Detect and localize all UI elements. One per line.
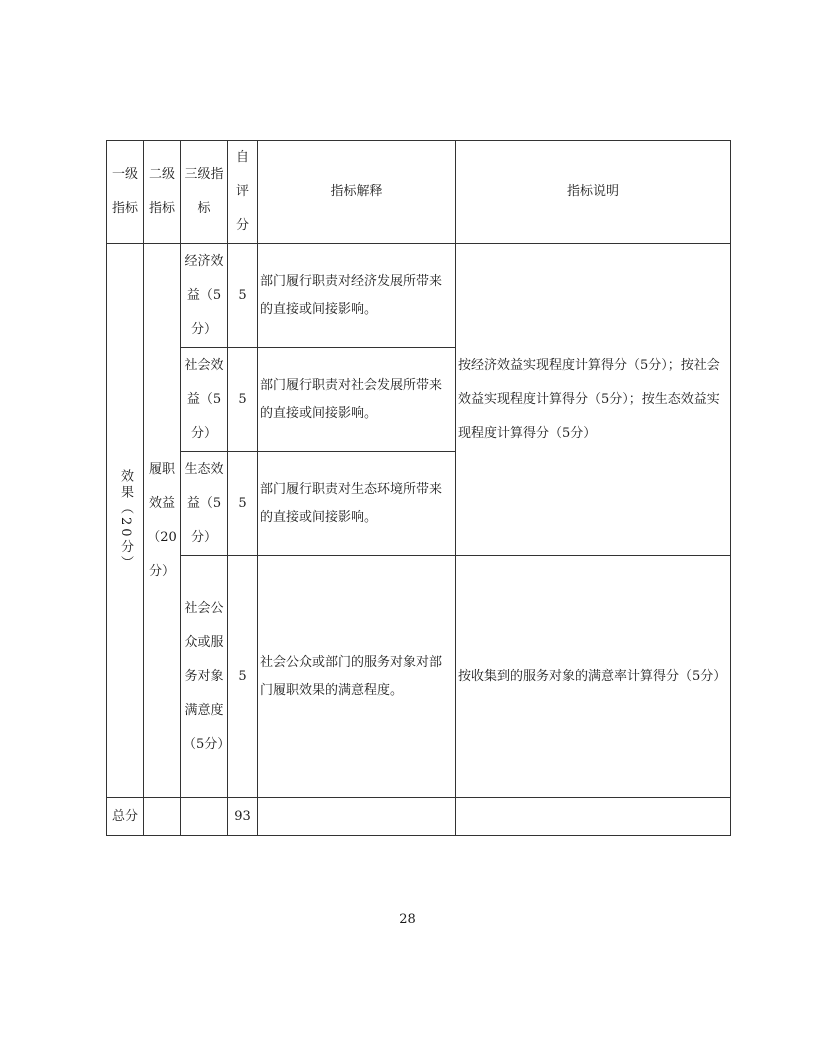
explanation-cell: 部门履行职责对经济发展所带来的直接或间接影响。 (258, 244, 456, 348)
table-row (107, 244, 731, 348)
header-level2: 二级指标 (144, 141, 181, 244)
indicator-cell: 社会效益（5分） (181, 348, 228, 452)
empty-cell (456, 798, 731, 836)
table-row (107, 556, 731, 798)
table-header-row (107, 141, 731, 244)
subcategory-cell: 履职效益（20分） (144, 244, 181, 798)
score-cell: 5 (228, 348, 258, 452)
score-cell: 5 (228, 556, 258, 798)
total-label: 总分 (107, 798, 144, 836)
category-label: 效果（20分） (118, 469, 133, 572)
indicator-cell: 生态效益（5分） (181, 452, 228, 556)
shared-description-cell: 按经济效益实现程度计算得分（5分）；按社会效益实现程度计算得分（5分）；按生态效益实现程度计算得分（5分） (456, 244, 731, 556)
score-cell: 5 (228, 244, 258, 348)
empty-cell (258, 798, 456, 836)
header-self-score: 自评分 (228, 141, 258, 244)
page-number: 28 (399, 912, 416, 927)
header-level1: 一级指标 (107, 141, 144, 244)
description-cell: 按收集到的服务对象的满意率计算得分（5分） (456, 556, 731, 798)
indicator-cell: 经济效益（5分） (181, 244, 228, 348)
evaluation-table (106, 140, 731, 836)
empty-cell (144, 798, 181, 836)
explanation-cell: 部门履行职责对社会发展所带来的直接或间接影响。 (258, 348, 456, 452)
total-row (107, 798, 731, 836)
header-level3: 三级指标 (181, 141, 228, 244)
header-explanation: 指标解释 (258, 141, 456, 244)
category-cell (107, 244, 144, 798)
header-description: 指标说明 (456, 141, 731, 244)
explanation-cell: 部门履行职责对生态环境所带来的直接或间接影响。 (258, 452, 456, 556)
empty-cell (181, 798, 228, 836)
indicator-cell: 社会公众或服务对象满意度（5分） (181, 556, 228, 798)
total-score: 93 (228, 798, 258, 836)
score-cell: 5 (228, 452, 258, 556)
explanation-cell: 社会公众或部门的服务对象对部门履职效果的满意程度。 (258, 556, 456, 798)
